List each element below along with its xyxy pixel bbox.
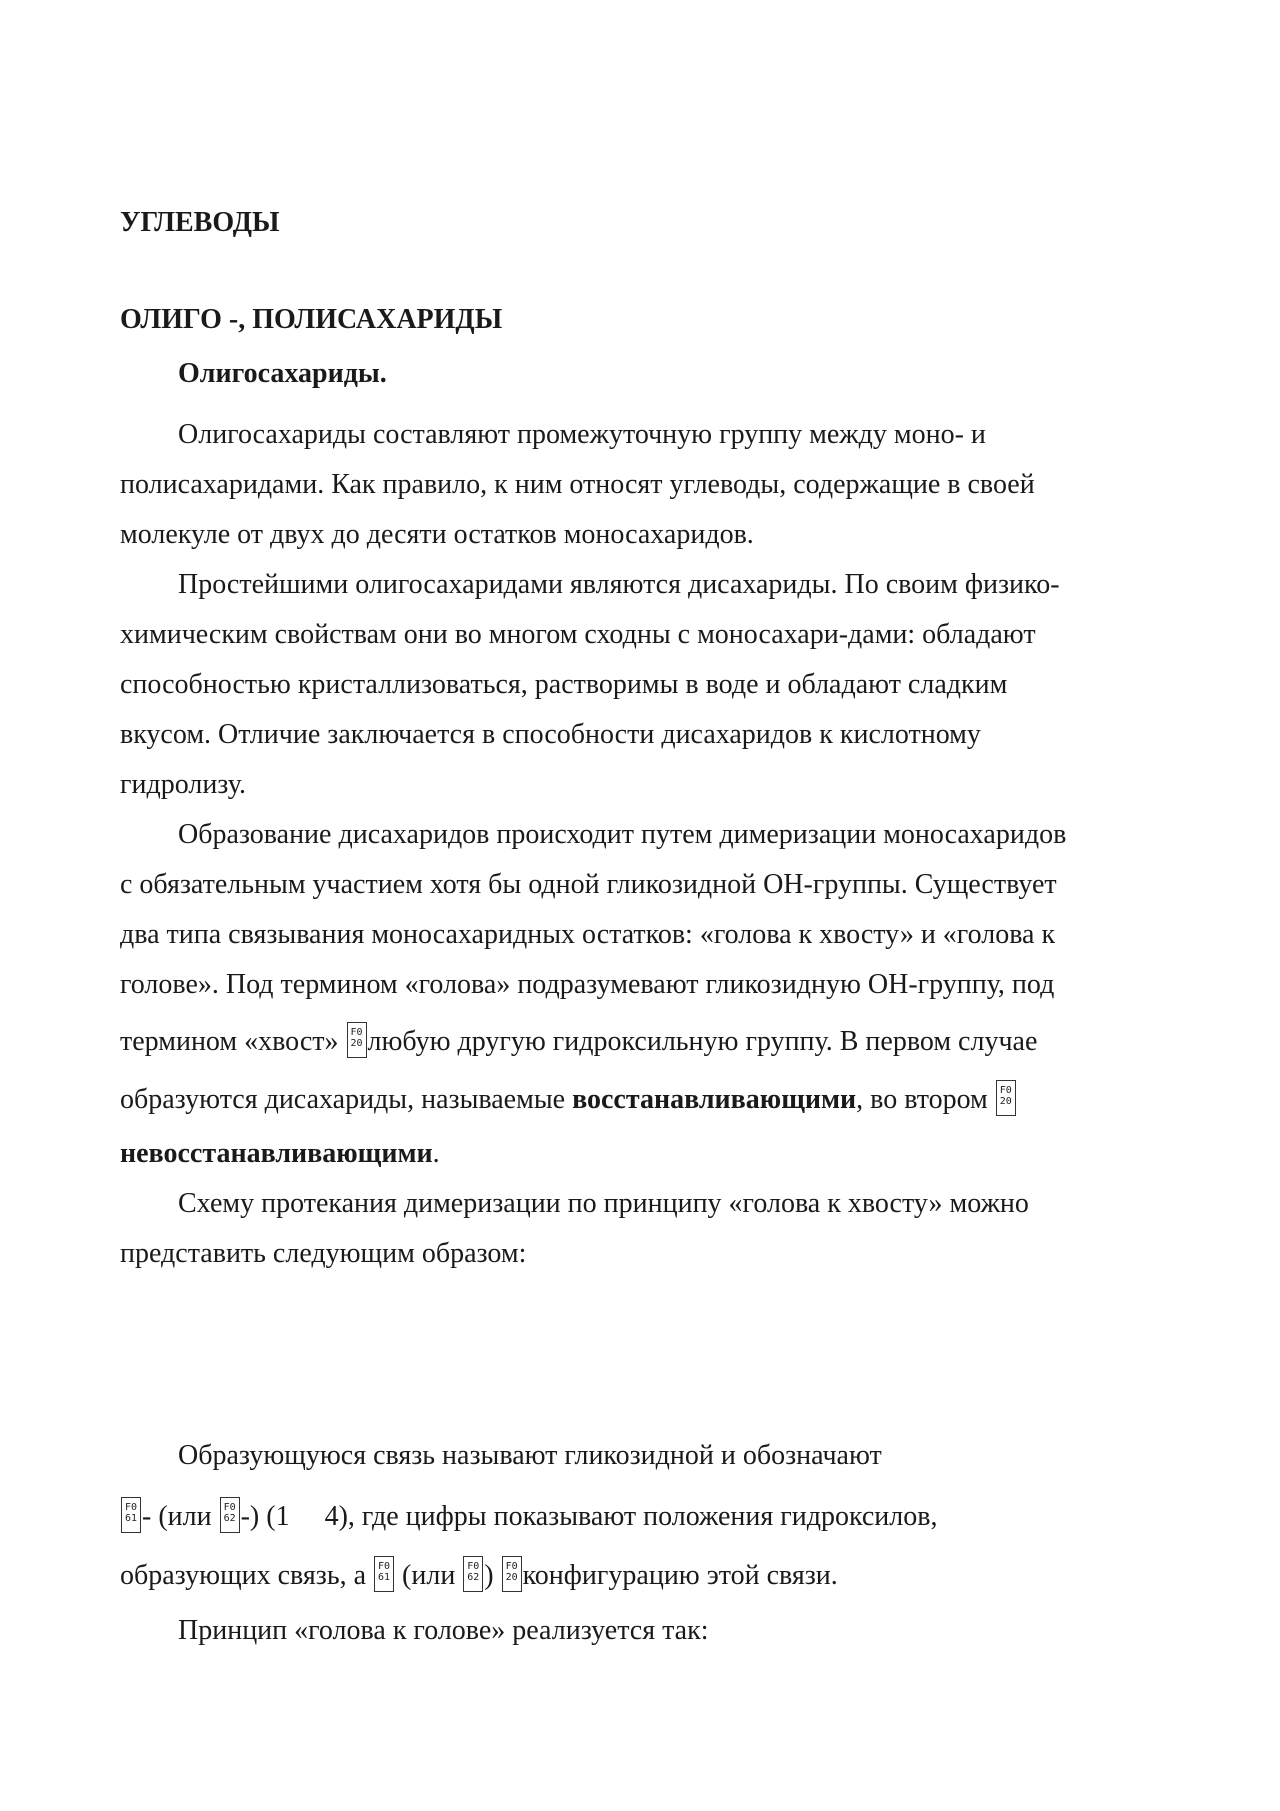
paragraph-line: образуются дисахариды, называемые восстанавливающими, во втором F0 20 bbox=[120, 1080, 1017, 1117]
paragraph-line: Образующуюся связь называют гликозидной и обозначают bbox=[178, 1440, 882, 1471]
missing-glyph-icon: F0 61 bbox=[374, 1556, 394, 1592]
paragraph-line: представить следующим образом: bbox=[120, 1238, 527, 1269]
missing-glyph-icon: F0 62 bbox=[220, 1497, 240, 1533]
paragraph-line: полисахаридами. Как правило, к ним относят углеводы, содержащие в своей bbox=[120, 469, 1035, 500]
subsection-heading: Олигосахариды. bbox=[178, 358, 387, 389]
missing-glyph-icon: F0 20 bbox=[347, 1022, 367, 1058]
paragraph-line: способностью кристаллизоваться, растворимы в воде и обладают сладким bbox=[120, 669, 1008, 700]
paragraph-line: с обязательным участием хотя бы одной гликозидной ОН-группы. Существует bbox=[120, 869, 1057, 900]
paragraph-line: Простейшими олигосахаридами являются дисахариды. По своим физико- bbox=[178, 569, 1060, 600]
paragraph-line: химическим свойствам они во многом сходны с моносахари-дами: обладают bbox=[120, 619, 1036, 650]
paragraph-line: термином «хвост» F0 20 любую другую гидроксильную группу. В первом случае bbox=[120, 1022, 1037, 1059]
paragraph-line: Образование дисахаридов происходит путем димеризации моносахаридов bbox=[178, 819, 1067, 850]
paragraph-line: образующих связь, а F0 61 (или F0 62 ) F0 20 конфигурацию этой связи. bbox=[120, 1556, 838, 1593]
paragraph-line: невосстанавливающими. bbox=[120, 1138, 440, 1169]
missing-glyph-icon: F0 20 bbox=[502, 1556, 522, 1592]
paragraph-line: два типа связывания моносахаридных остатков: «голова к хвосту» и «голова к bbox=[120, 919, 1056, 950]
paragraph-line: Схему протекания димеризации по принципу «голова к хвосту» можно bbox=[178, 1188, 1029, 1219]
paragraph-line: молекуле от двух до десяти остатков моносахаридов. bbox=[120, 519, 754, 550]
section-heading: ОЛИГО -, ПОЛИСАХАРИДЫ bbox=[120, 304, 503, 335]
paragraph-line: вкусом. Отличие заключается в способности дисахаридов к кислотному bbox=[120, 719, 981, 750]
paragraph-line: Олигосахариды составляют промежуточную группу между моно- и bbox=[178, 419, 986, 450]
paragraph-line: гидролизу. bbox=[120, 769, 246, 800]
missing-glyph-icon: F0 61 bbox=[121, 1497, 141, 1533]
paragraph-line: голове». Под термином «голова» подразумевают гликозидную ОН-группу, под bbox=[120, 969, 1055, 1000]
paragraph-line: Принцип «голова к голове» реализуется так: bbox=[178, 1615, 709, 1646]
missing-glyph-icon: F0 20 bbox=[996, 1080, 1016, 1116]
paragraph-line: F0 61 - (или F0 62 -) (1 4), где цифры показывают положения гидроксилов, bbox=[120, 1497, 938, 1534]
missing-glyph-icon: F0 62 bbox=[463, 1556, 483, 1592]
document-title: УГЛЕВОДЫ bbox=[120, 207, 280, 238]
